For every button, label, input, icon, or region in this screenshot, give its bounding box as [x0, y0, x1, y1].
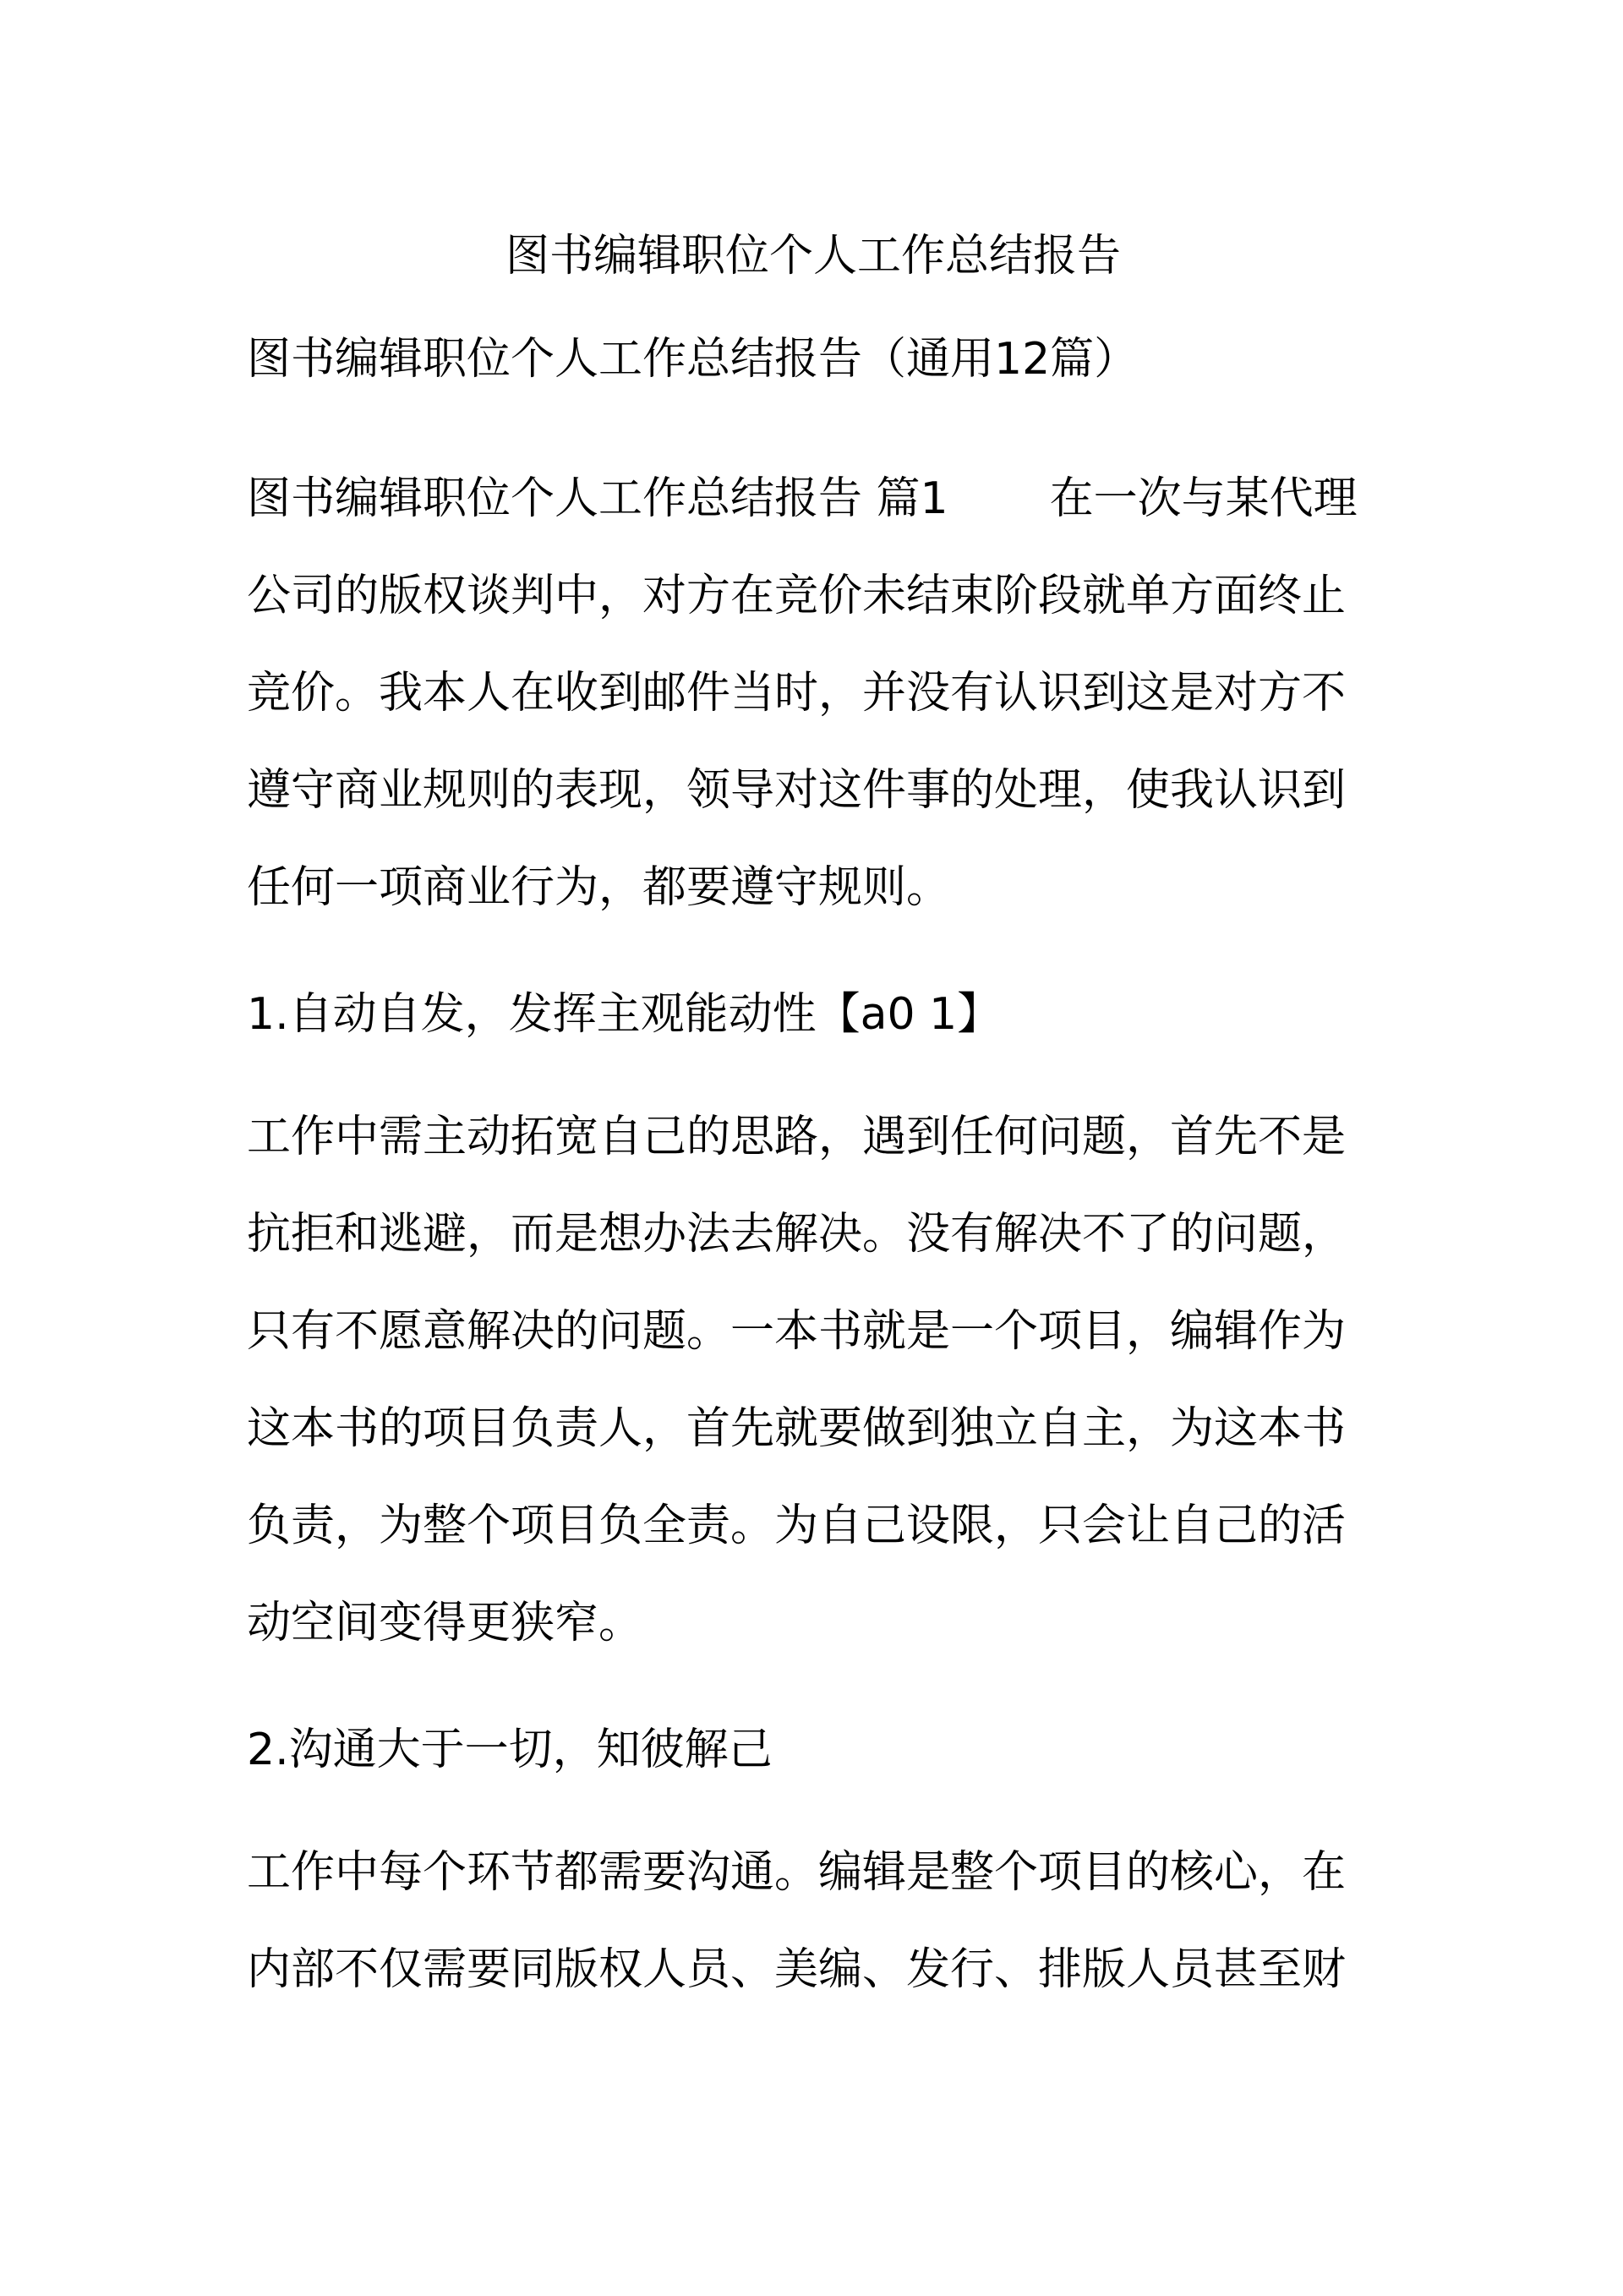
paragraph-2-line: 抗拒和逃避，而是想办法去解决。没有解决不了的问题， [247, 1209, 1347, 1260]
paragraph-1-line: 遵守商业规则的表现，领导对这件事的处理，使我认识到 [247, 765, 1347, 816]
paragraph-1-line: 公司的版权谈判中，对方在竞价未结束阶段就单方面终止 [247, 571, 1347, 621]
paragraph-2-line: 动空间变得更狭窄。 [247, 1598, 643, 1648]
paragraph-3-line: 内部不仅需要同版权人员、美编、发行、排版人员甚至财 [247, 1944, 1347, 1995]
point-1-heading: 1.自动自发，发挥主观能动性【a0 1】 [247, 989, 1002, 1040]
paragraph-2-line: 只有不愿意解决的问题。一本书就是一个项目，编辑作为 [247, 1306, 1347, 1357]
point-2-heading: 2.沟通大于一切，知彼解己 [247, 1725, 773, 1775]
section-1-heading: 图书编辑职位个人工作总结报告 篇1 [247, 473, 948, 524]
paragraph-1-line: 在一次与某代理 [1049, 473, 1358, 524]
document-title: 图书编辑职位个人工作总结报告 [505, 231, 1121, 282]
document-subtitle: 图书编辑职位个人工作总结报告（通用12篇） [247, 334, 1139, 385]
paragraph-1-line: 任何一项商业行为，都要遵守规则。 [247, 862, 951, 913]
paragraph-1-line: 竞价。我本人在收到邮件当时，并没有认识到这是对方不 [247, 668, 1347, 719]
paragraph-2-line: 这本书的项目负责人，首先就要做到独立自主，为这本书 [247, 1403, 1347, 1454]
paragraph-2-line: 负责，为整个项目负全责。为自己设限，只会让自己的活 [247, 1501, 1347, 1551]
paragraph-3-line: 工作中每个环节都需要沟通。编辑是整个项目的核心，在 [247, 1847, 1347, 1898]
section-1-first-line [247, 469, 1358, 528]
paragraph-2-line: 工作中需主动拓宽自己的思路，遇到任何问题，首先不是 [247, 1112, 1347, 1162]
